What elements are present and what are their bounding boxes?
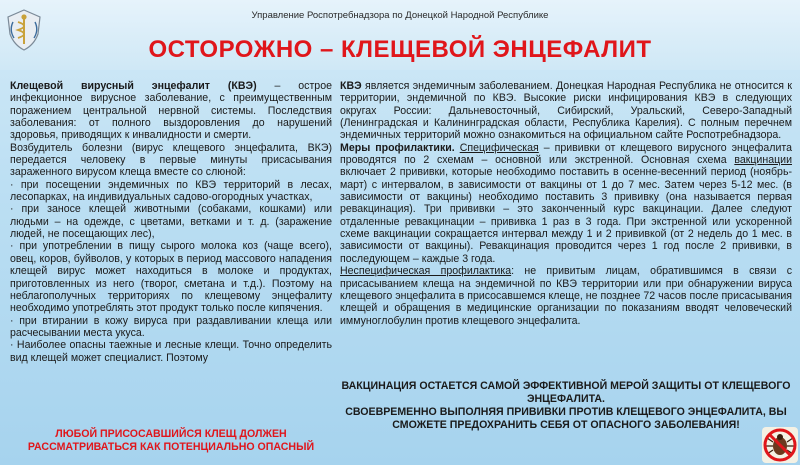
endemic-paragraph [340,80,792,142]
transmission-bullet-1: · при посещении эндемичных по КВЭ территорий в лесах, лесопарках, на индивидуальных садово-огородных участках, [10,178,332,204]
organization-name: Управление Роспотребнадзора по Донецкой Народной Республике [251,10,549,21]
kve-term-right: КВЭ [340,80,362,92]
page-title: ОСТОРОЖНО – КЛЕЩЕВОЙ ЭНЦЕФАЛИТ [148,36,652,63]
transmission-bullet-2: · при заносе клещей животными (собаками, кошками) или людьми – на одежде, с цветами, ветками и т. д. (заражение людей, не посещающих лес), [10,203,332,241]
nonspecific-term: Неспецифическая профилактика [340,265,512,278]
header-band [0,0,800,70]
no-tick-sign-icon [762,427,798,463]
transmission-bullet-3: · при употреблении в пищу сырого молока коз (чаще всего), овец, коров, буйволов, у которых в период массового нападения клещей вирус может находиться в молоке и продуктах, приготовленных из него (творог, сметана и т.д.). Поэтому на неблагополучных территориях по клещевому энцефалиту необходимо употреблять этот продукт только после кипячения. [10,240,332,315]
prevention-paragraph [340,142,792,265]
prevention-text-b: включает 2 прививки, которые необходимо поставить в осенне-весенний период (ноябрь-март) с интервалом, в зависимости от вакцины от 1 до 7 мес. Затем через 5-12 мес. (в зависимости от вакцины) необходимо поставить 3 прививку (она называется первая ревакцинация). Три прививки – это законченный курс вакцинации. Далее следуют отдаленные ревакцинации – прививка 1 раз в 3 года. При экстренной или ускоренной схеме вакцинации сокращается интервал между 1 и 2 прививкой (от 2 недель до 1 мес. в зависимости от вакцины). Ревакцинация проводится через 1 год после 2 прививки, в последующем – каждые 3 года. [340,166,792,265]
tick-warning-line-2: РАССМАТРИВАТЬСЯ КАК ПОТЕНЦИАЛЬНО ОПАСНЫЙ [27,441,315,453]
vaccination-term: вакцинации [734,154,792,167]
specific-term: Специфическая [459,141,539,154]
right-column [340,80,792,327]
endemic-text: является эндемичным заболеванием. Донецкая Народная Республика не относится к территории, эндемичной по КВЭ. Высокие риски инфицирования КВЭ в следующих округах России: Дальневосточный, Сибирский, Уральский, Северо-Западный (Ленинградская и Калининградская области, Республика Карелия). С полным перечнем эндемичных территорий можно ознакомиться на официальном сайте Роспотребнадзора. [340,80,792,142]
prevention-text-a: – прививки от клещевого вирусного энцефалита проводятся по 2 схемам – основной или экстренной. Основная схема [340,141,792,167]
transmission-bullet-4: · при втирании в кожу вируса при раздавливании клеща или расчесывании места укуса. [10,314,332,339]
prevention-heading: Меры профилактики. [340,141,455,154]
protection-slogan: СВОЕВРЕМЕННО ВЫПОЛНЯЯ ПРИВИВКИ ПРОТИВ КЛЕЩЕВОГО ЭНЦЕФАЛИТА, ВЫ СМОЖЕТЕ ПРЕДОХРАНИТЬ СЕБЯ ОТ ОПАСНОГО ЗАБОЛЕВАНИЯ! [345,406,787,431]
kve-term: Клещевой вирусный энцефалит (КВЭ) [10,80,257,92]
transmission-intro: Возбудитель болезни (вирус клещевого энцефалита, ВКЭ) передается человеку в первые минуты присасывания зараженного вирусом клеща вместе со слюной: [10,141,332,179]
tick-warning [10,428,332,454]
left-column [10,80,332,364]
definition-paragraph [10,80,332,142]
definition-text: – острое инфекционное вирусное заболевание, с преимущественным поражением центральной нервной системы. Последствия заболевания: от полного выздоровления до нарушений здоровья, приводящих к инвалидности и смерти. [10,80,332,142]
vaccination-slogan: ВАКЦИНАЦИЯ ОСТАЕТСЯ САМОЙ ЭФФЕКТИВНОЙ МЕРОЙ ЗАЩИТЫ ОТ КЛЕЩЕВОГО ЭНЦЕФАЛИТА. [341,380,791,405]
transmission-bullet-5: · Наиболее опасны таежные и лесные клещи. Точно определить вид клещей может специалист. Поэтому [10,339,332,364]
nonspecific-paragraph [340,265,792,327]
nonspecific-text: : не привитым лицам, обратившимся в связи с присасыванием клеща на эндемичной по КВЭ территории или при обнаружении вируса клещевого энцефалита в присосавшемся клеще, не позднее 72 часов после присасывания клещей и обращения в медицинские организации по показаниям вводят человеческий иммуноглобулин против клещевого энцефалита. [340,265,793,327]
tick-warning-line-1: ЛЮБОЙ ПРИСОСАВШИЙСЯ КЛЕЩ ДОЛЖЕН [55,428,287,440]
